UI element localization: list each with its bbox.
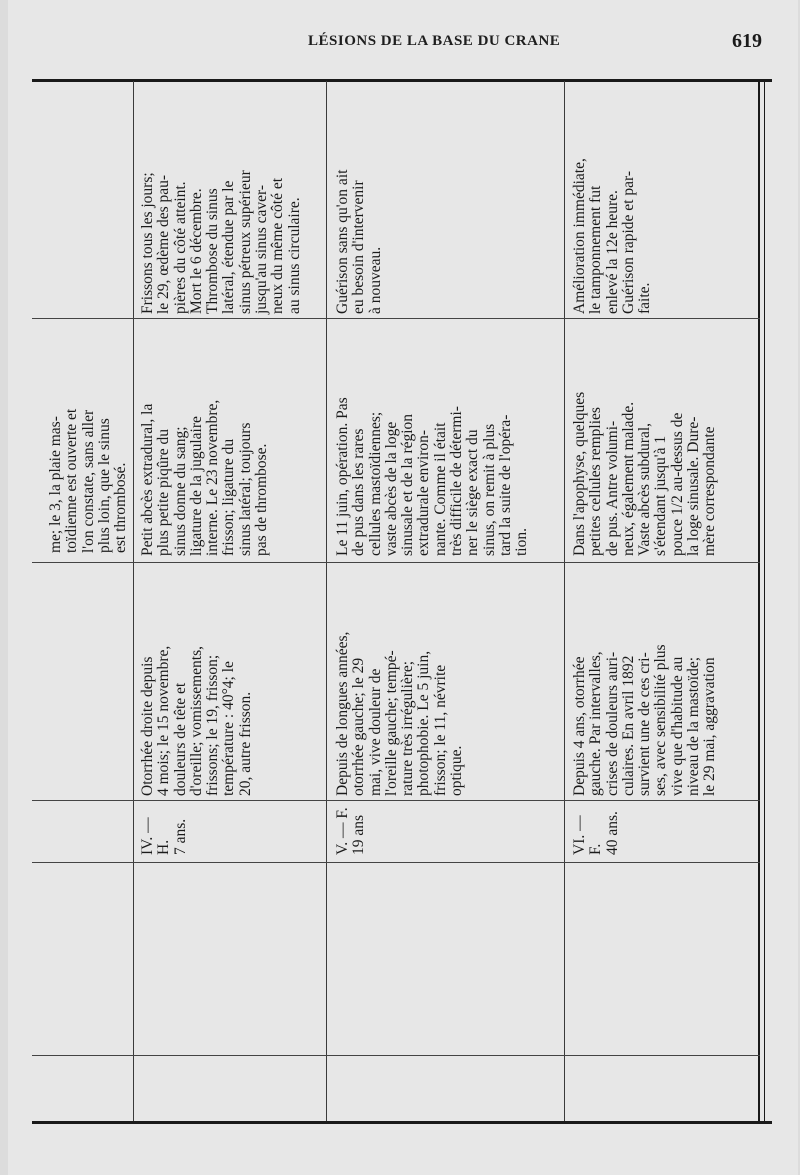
cell-line: photophobie. Le 5 juin, (415, 650, 433, 796)
cell-line: interne. Le 23 novembre, (204, 399, 222, 556)
cell-v-case (335, 807, 368, 855)
cell-line: le 29 mai, aggravation (701, 657, 719, 796)
cell-line: ses, avec sensibilité plus (652, 644, 670, 796)
column-separator-history (32, 800, 760, 801)
cell-line: enlevé la 12e heure. (603, 190, 621, 314)
row-separator-2 (326, 81, 327, 1121)
cell-line: pas de thrombose. (253, 443, 271, 556)
cell-line: pières du côté atteint. (171, 181, 189, 314)
cell-line: au sinus circulaire. (285, 197, 303, 314)
cell-line: Amélioration immédiate, (571, 158, 588, 314)
cell-line: gauche. Par intervalles, (587, 651, 605, 796)
row-separator-3 (564, 81, 565, 1121)
row-separator-1 (133, 81, 134, 1121)
cell-line: Dans l'apophyse, quelques (571, 391, 588, 556)
cell-line: ner le siège exact du (464, 429, 482, 556)
cell-iv-result (140, 170, 303, 314)
column-separator-result (32, 318, 760, 319)
cell-line: V. — F. (334, 807, 351, 855)
cell-line: sinus, on remit à plus (480, 423, 498, 556)
cell-line: le tamponnement fut (587, 185, 605, 314)
cell-line: nante. Comme il était (431, 422, 449, 556)
cell-line: pouce 1/2 au-dessus de (668, 412, 686, 556)
cell-line: douleurs de tête et (171, 682, 189, 796)
cell-line: optique. (448, 745, 466, 796)
cell-line: neux, également malade. (619, 401, 637, 556)
cell-line: 4 mois; le 15 novembre, (155, 645, 173, 796)
book-page (8, 0, 798, 1175)
cell-line: Frissons tous les jours; (139, 172, 156, 314)
table-right-border (758, 81, 760, 1123)
column-separator-case (32, 862, 760, 863)
cell-line: toïdienne est ouverte et (63, 408, 81, 553)
cell-line: H. (155, 839, 173, 855)
cell-line: ligature de la jugulaire (187, 416, 205, 556)
cell-vi-result (572, 158, 653, 314)
cell-vi-history (572, 644, 719, 796)
cell-line: sinus donne du sang; (171, 426, 189, 556)
cell-line: température : 40°4; le (220, 661, 238, 796)
cell-vi-operation (572, 392, 719, 556)
cell-line: vive que d'habitude au (668, 656, 686, 796)
cell-line: de pus. Antre volumi- (603, 420, 621, 556)
cell-iv-operation (140, 400, 270, 556)
cell-line: plus petite piqûre du (155, 429, 173, 556)
cell-line: l'on constate, sans aller (79, 409, 97, 553)
table-bottom-rule (32, 1121, 772, 1124)
cell-line: tard la suite de l'opéra- (496, 414, 514, 556)
cell-line: culaires. En avril 1892 (619, 655, 637, 796)
cell-line: Thrombose du sinus (204, 188, 222, 314)
cell-line: sinus pétreux supérieur (236, 170, 254, 314)
cell-line: IV. — (139, 817, 156, 855)
cell-line: plus loin, que le sinus (95, 418, 113, 553)
cell-line: d'oreille; vomissements, (187, 645, 205, 796)
cell-line: cellules mastoïdiennes; (366, 411, 384, 556)
table-right-border-outer (764, 81, 765, 1123)
cell-line: survient une de ces cri- (636, 652, 654, 796)
cell-line: 19 ans (350, 814, 368, 855)
cell-iv-history (140, 646, 254, 796)
cell-line: Otorrhée droite depuis (139, 656, 156, 796)
cell-v-result (335, 170, 384, 314)
cell-line: rature très irrégulière; (399, 660, 417, 796)
cell-line: frisson; le 11, névrite (431, 664, 449, 796)
cell-line: Guérison rapide et par- (619, 170, 637, 314)
cell-line: crises de douleurs auri- (603, 651, 621, 796)
cell-line: otorrhée gauche; le 29 (350, 657, 368, 796)
cell-line: 20, autre frisson. (236, 691, 254, 796)
cell-line: la loge sinusale. Dure- (685, 416, 703, 556)
cell-line: me; le 3, la plaie mas- (47, 416, 64, 553)
cell-iv-case (140, 817, 189, 855)
running-header: LÉSIONS DE LA BASE DU CRANE (308, 33, 561, 49)
cell-line: jusqu'au sinus caver- (253, 184, 271, 314)
cell-line: est thrombosé. (112, 462, 130, 553)
cell-line: s'étendant jusqu'à 1 (652, 435, 670, 556)
cell-line: vaste abcès de la loge (382, 421, 400, 556)
cell-v-history (335, 632, 465, 796)
cell-vi-case (572, 811, 621, 855)
cell-line: sinusale et de la région (399, 413, 417, 556)
cell-line: Mort le 6 décembre. (187, 188, 205, 314)
table-top-rule (32, 79, 772, 82)
cell-line: Depuis 4 ans, otorrhée (571, 656, 588, 796)
cell-line: faite. (636, 282, 654, 314)
cell-line: extradurale environ- (415, 429, 433, 556)
cell-line: 7 ans. (171, 818, 189, 855)
cell-line: Le 11 juin, opération. Pas (334, 397, 351, 556)
cell-line: sinus latéral; toujours (236, 422, 254, 556)
cell-line: Vaste abcès subdural, (636, 423, 654, 556)
cell-line: Depuis de longues années, (334, 631, 351, 796)
cell-line: mai, vive douleur de (366, 668, 384, 796)
cell-line: à nouveau. (366, 246, 384, 314)
cell-line: neux du même côté et (269, 177, 287, 314)
cell-line: le 29, œdème des pau- (155, 174, 173, 314)
cell-line: frissons; le 19, frisson; (204, 654, 222, 796)
column-separator-empty (32, 1055, 760, 1056)
cell-line: eu besoin d'intervenir (350, 180, 368, 314)
cell-line: de pus dans les rares (350, 428, 368, 556)
page-number: 619 (732, 30, 762, 52)
cell-line: tion. (513, 528, 531, 556)
cell-line: Petit abcès extradural, la (139, 403, 156, 556)
cell-line: mère correspondante (701, 426, 719, 556)
cell-line: latéral, étendue par le (220, 180, 238, 314)
cell-line: 40 ans. (603, 811, 621, 855)
cell-line: niveau de la mastoïde; (685, 656, 703, 796)
cell-line: F. (587, 843, 605, 855)
cell-line: très difficile de détermi- (448, 406, 466, 556)
cell-line: l'oreille gauche; tempé- (382, 650, 400, 796)
cell-v-operation (335, 397, 531, 556)
cell-line: VI. — (571, 815, 588, 855)
cell-line: Guérison sans qu'on ait (334, 169, 351, 314)
cell-line: petites cellules remplies (587, 407, 605, 556)
cell-continued-operation (48, 409, 129, 553)
column-separator-operation (32, 562, 760, 563)
cell-line: frisson; ligature du (220, 438, 238, 556)
